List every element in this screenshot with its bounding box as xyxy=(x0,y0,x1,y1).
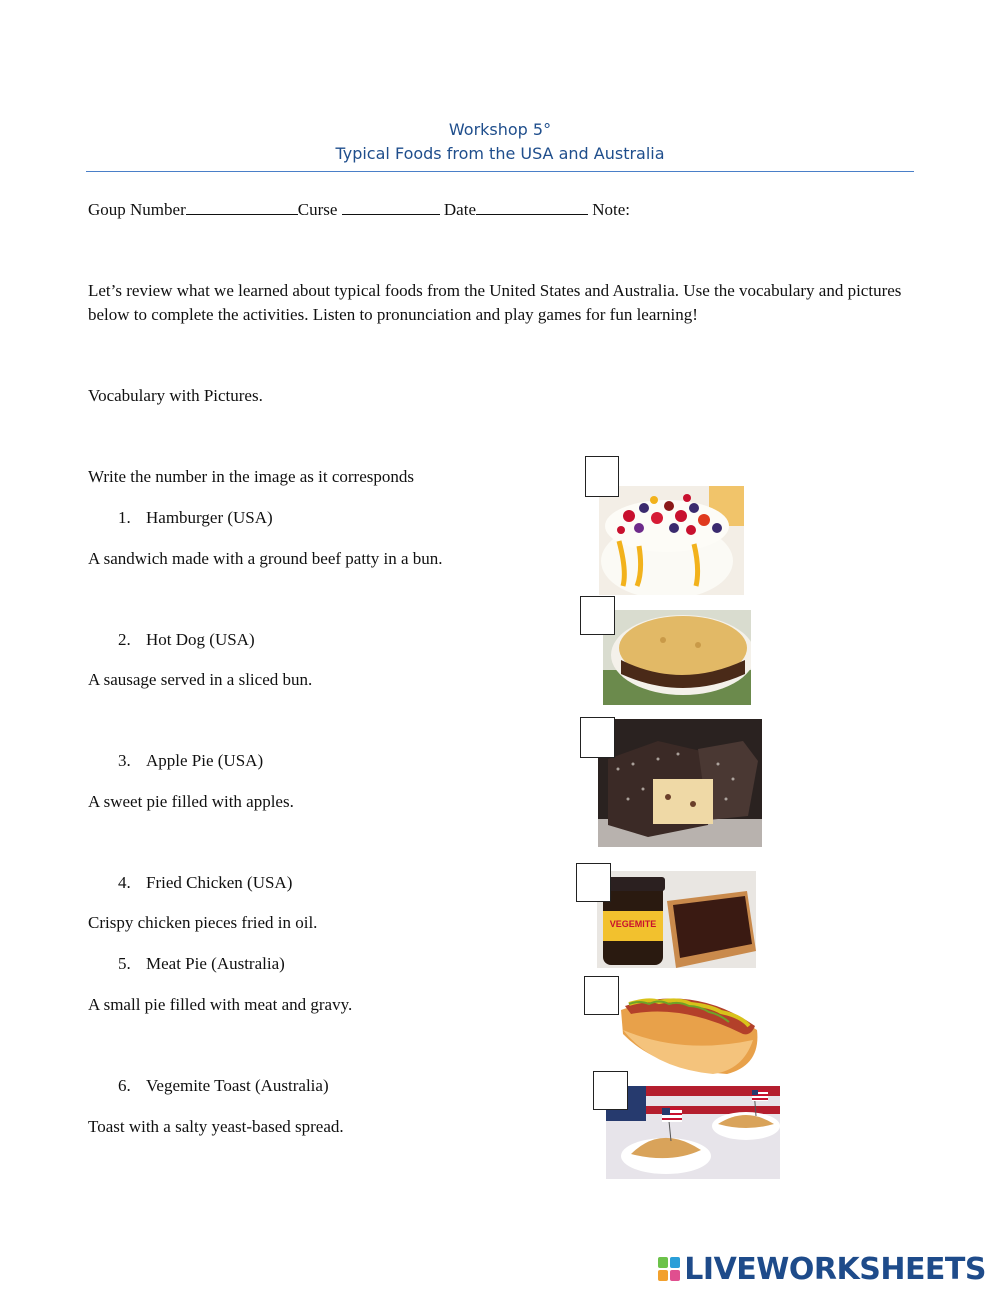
list-item: 3. Apple Pie (USA) xyxy=(118,751,264,770)
list-item: 5. Meat Pie (Australia) xyxy=(118,954,285,973)
list-item: 2. Hot Dog (USA) xyxy=(118,630,255,649)
item-name: Meat Pie (Australia) xyxy=(146,954,285,973)
instruction-text: Write the number in the image as it corresponds xyxy=(88,467,414,486)
brand-name: LIVEWORKSHEETS xyxy=(684,1251,986,1287)
answer-box-4[interactable] xyxy=(576,863,611,902)
course-label: Curse xyxy=(297,200,338,219)
note-label: Note: xyxy=(592,200,631,219)
liveworksheets-logo xyxy=(658,1251,986,1287)
group-number-blank[interactable] xyxy=(186,198,298,215)
worksheet-subtitle: Typical Foods from the USA and Australia xyxy=(335,144,665,163)
liveworksheets-mark-icon xyxy=(658,1257,680,1281)
hot-dog-image xyxy=(615,980,763,1082)
vegemite-toast-image xyxy=(597,871,756,968)
info-line xyxy=(88,198,630,222)
worksheet-header xyxy=(86,118,914,166)
apple-pie-image xyxy=(606,1086,780,1179)
date-blank[interactable] xyxy=(476,198,588,215)
vegemite-label: VEGEMITE xyxy=(609,919,657,929)
item-name: Hamburger (USA) xyxy=(146,508,273,527)
item-name: Vegemite Toast (Australia) xyxy=(146,1076,329,1095)
lamington-image xyxy=(598,719,762,847)
item-description: Crispy chicken pieces fried in oil. xyxy=(88,913,318,932)
item-description: A sweet pie filled with apples. xyxy=(88,792,294,811)
answer-box-6[interactable] xyxy=(593,1071,628,1110)
item-description: Toast with a salty yeast-based spread. xyxy=(88,1117,344,1136)
item-name: Fried Chicken (USA) xyxy=(146,873,293,892)
item-description: A sandwich made with a ground beef patty in a bun. xyxy=(88,549,443,568)
answer-box-1[interactable] xyxy=(585,456,619,497)
group-number-label: Goup Number xyxy=(88,200,186,219)
item-name: Apple Pie (USA) xyxy=(146,751,264,770)
answer-box-5[interactable] xyxy=(584,976,619,1015)
item-description: A small pie filled with meat and gravy. xyxy=(88,995,353,1014)
course-blank[interactable] xyxy=(342,198,440,215)
answer-box-3[interactable] xyxy=(580,717,615,758)
item-description: A sausage served in a sliced bun. xyxy=(88,670,313,689)
vocab-heading: Vocabulary with Pictures. xyxy=(88,386,263,405)
header-divider xyxy=(86,171,914,172)
answer-box-2[interactable] xyxy=(580,596,615,635)
list-item: 1. Hamburger (USA) xyxy=(118,508,273,527)
date-label: Date xyxy=(443,200,476,219)
intro-paragraph: Let’s review what we learned about typical foods from the United States and Australia. Use the vocabulary and pictures below to complete the activities. Listen to pronunciation and play games for fun learning! xyxy=(88,281,902,324)
item-name: Hot Dog (USA) xyxy=(146,630,255,649)
workshop-title: Workshop 5° xyxy=(448,120,552,139)
list-item: 4. Fried Chicken (USA) xyxy=(118,873,293,892)
meat-pie-image xyxy=(603,610,751,705)
pavlova-image xyxy=(599,486,744,595)
list-item: 6. Vegemite Toast (Australia) xyxy=(118,1076,329,1095)
